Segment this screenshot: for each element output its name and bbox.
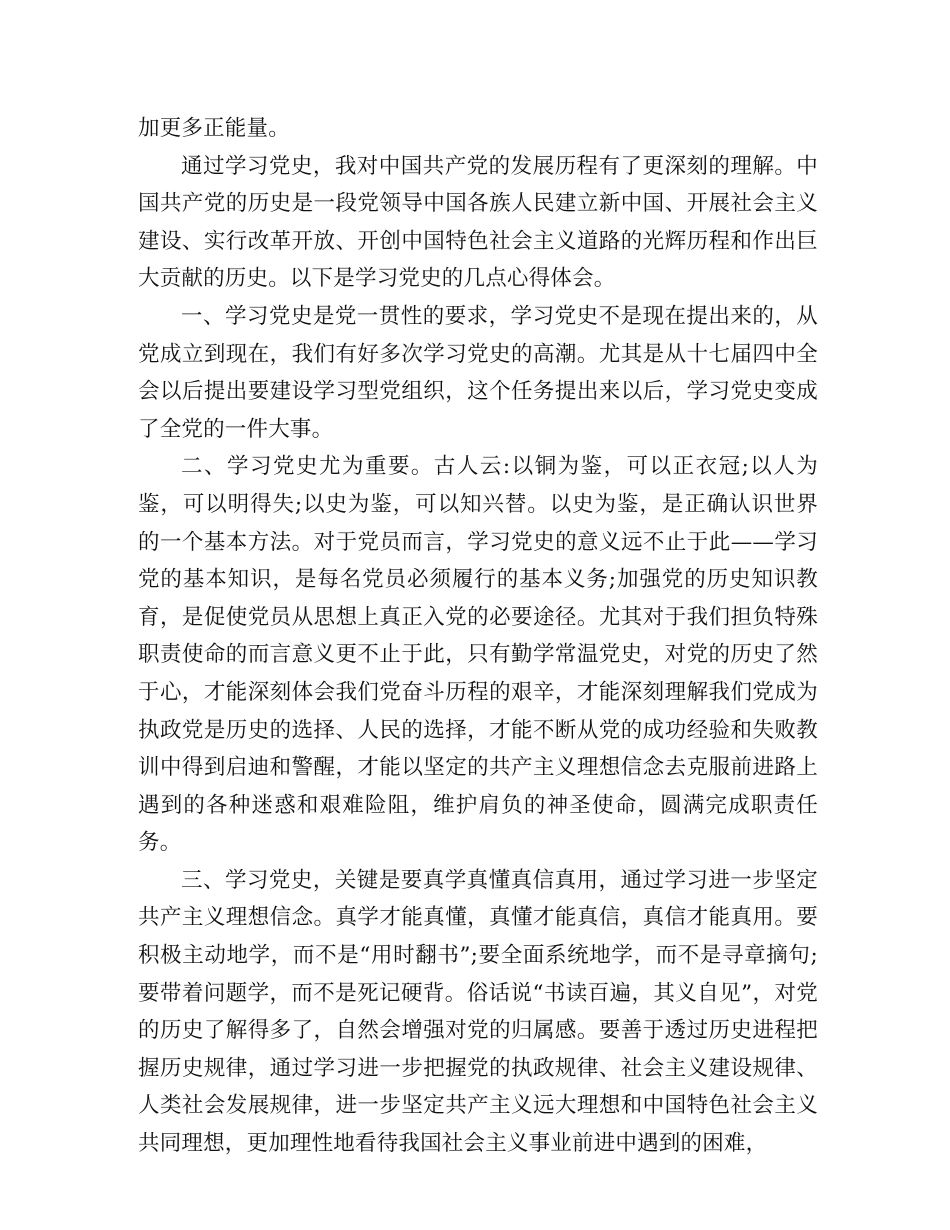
paragraph-continuation: 加更多正能量。 [138, 116, 290, 141]
document-body [138, 110, 818, 1163]
paragraph-point-two: 二、学习党史尤为重要。古人云:以铜为鉴，可以正衣冠;以人为鉴，可以明得失;以史为鉴，可以知兴替。以史为鉴，是正确认识世界的一个基本方法。对于党员而言，学习党史的意义远不止于此——学习党的基本知识，是每名党员必须履行的基本义务;加强党的历史知识教育，是促使党员从思想上真正入党的必要途径。尤其对于我们担负特殊职责使命的而言意义更不止于此，只有勤学常温党史，对党的历史了然于心，才能深刻体会我们党奋斗历程的艰辛，才能深刻理解我们党成为执政党是历史的选择、人民的选择，才能不断从党的成功经验和失败教训中得到启迪和警醒，才能以坚定的共产主义理想信念去克服前进路上遇到的各种迷惑和艰难险阻，维护肩负的神圣使命，圆满完成职责任务。 [138, 454, 818, 856]
paragraph-point-one: 一、学习党史是党一贯性的要求，学习党史不是现在提出来的，从党成立到现在，我们有好多次学习党史的高潮。尤其是从十七届四中全会以后提出要建设学习型党组织，这个任务提出来以后，学习党史变成了全党的一件大事。 [138, 303, 818, 442]
paragraph-intro: 通过学习党史，我对中国共产党的发展历程有了更深刻的理解。中国共产党的历史是一段党领导中国各族人民建立新中国、开展社会主义建设、实行改革开放、开创中国特色社会主义道路的光辉历程和作出巨大贡献的历史。以下是学习党史的几点心得体会。 [138, 153, 818, 292]
paragraph-point-three: 三、学习党史，关键是要真学真懂真信真用，通过学习进一步坚定共产主义理想信念。真学才能真懂，真懂才能真信，真信才能真用。要积极主动地学，而不是“用时翻书”;要全面系统地学，而不是寻章摘句;要带着问题学，而不是死记硬背。俗话说“书读百遍，其义自见”，对党的历史了解得多了，自然会增强对党的归属感。要善于透过历史进程把握历史规律，通过学习进一步把握党的执政规律、社会主义建设规律、人类社会发展规律，进一步坚定共产主义远大理想和中国特色社会主义共同理想，更加理性地看待我国社会主义事业前进中遇到的困难， [138, 867, 818, 1157]
